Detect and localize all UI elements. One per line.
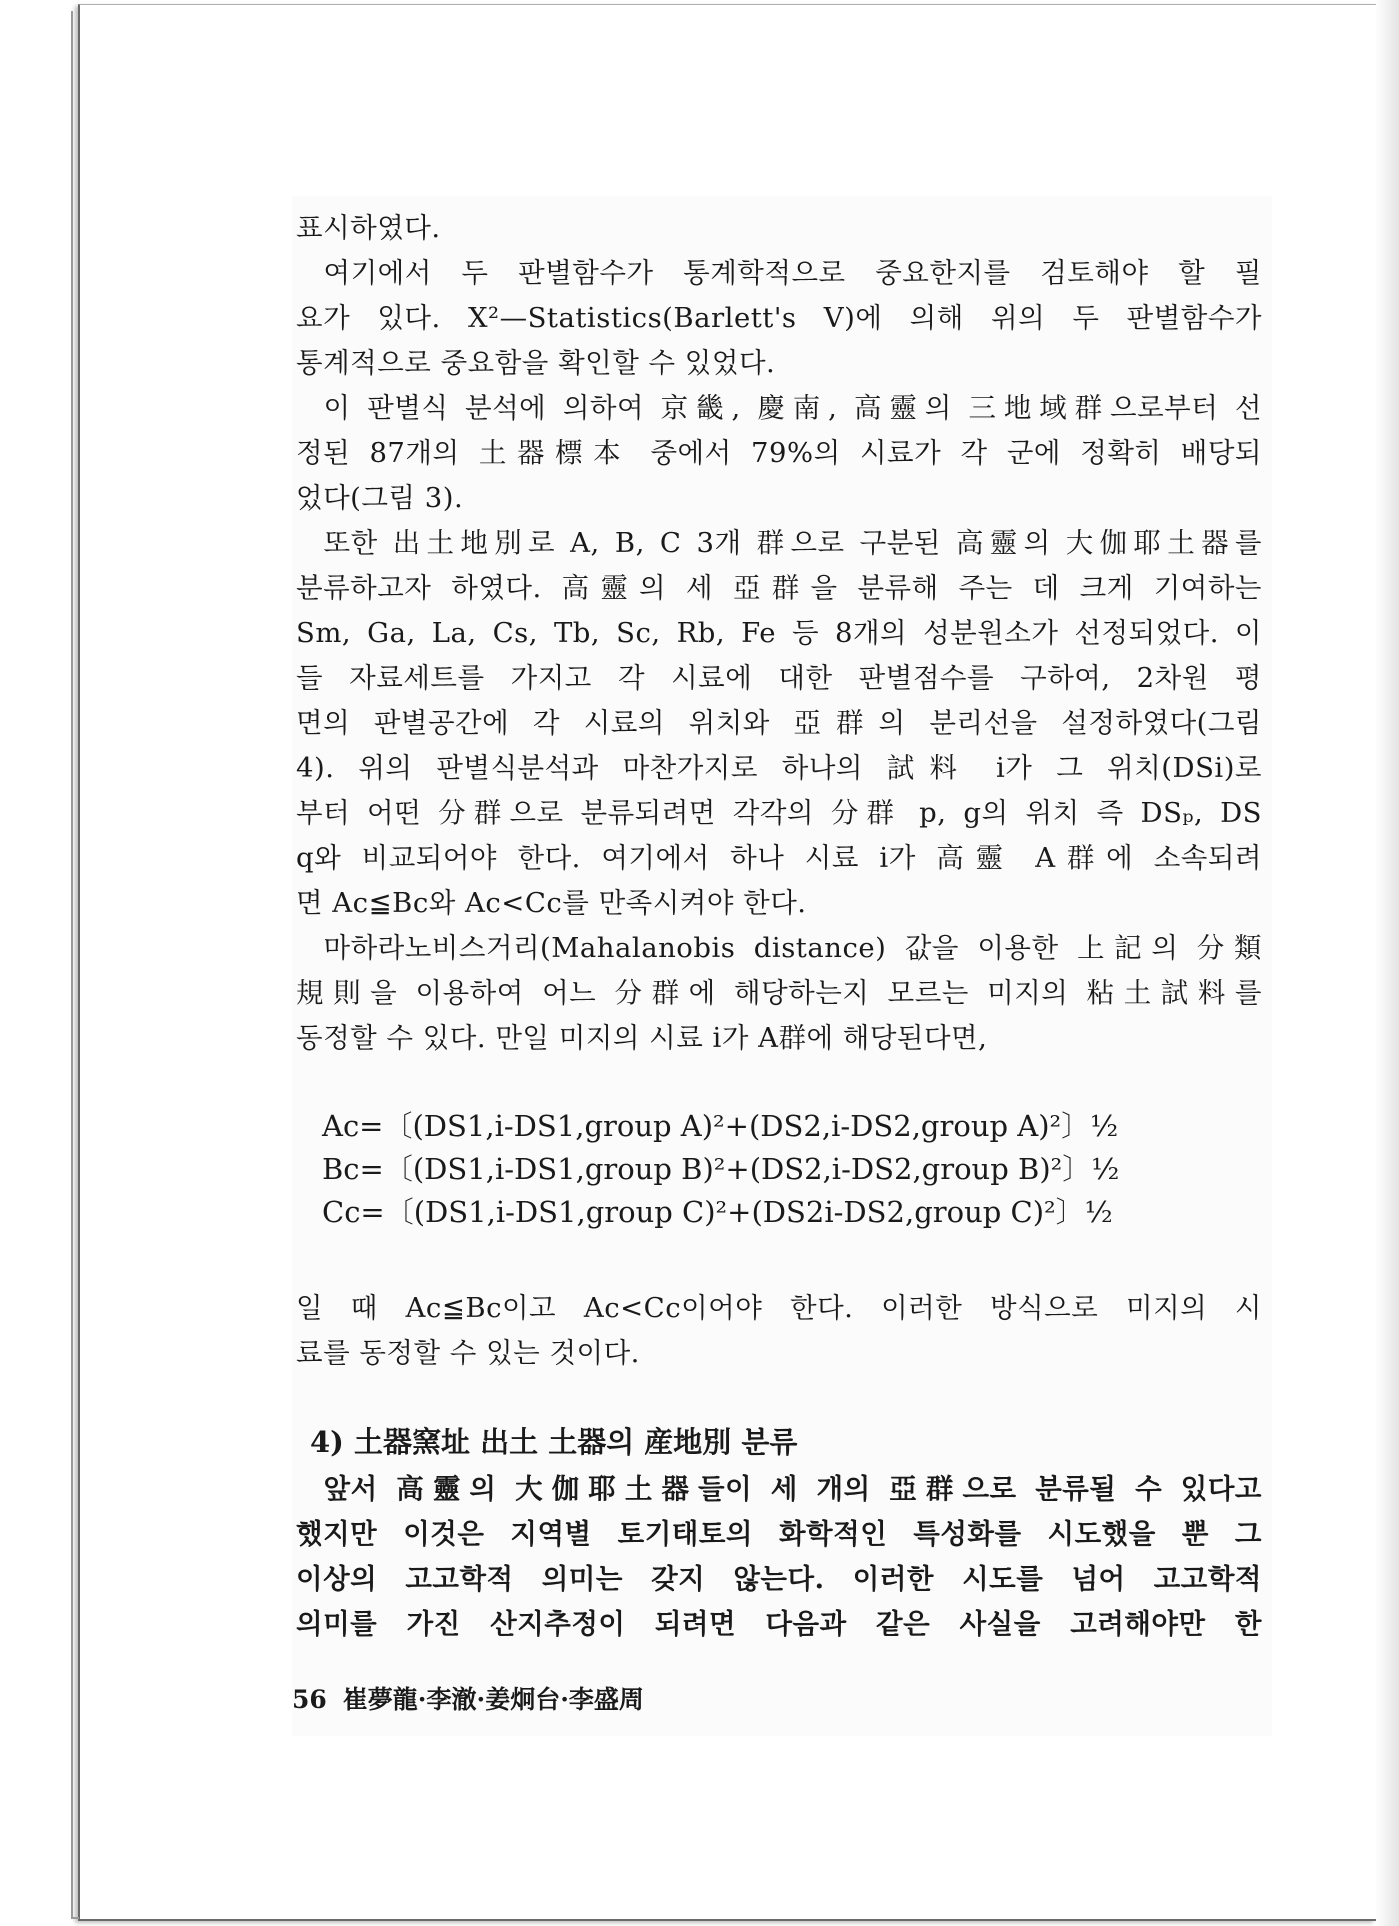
text-line: 이상의 고고학적 의미는 갖지 않는다. 이러한 시도를 넘어 고고학적 — [296, 1563, 1262, 1595]
text-line: 요가 있다. X²—Statistics(Barlett's V)에 의해 위의 두 판별함수가 — [296, 302, 1262, 334]
text-line: 면 Ac≦Bc와 Ac<Cc를 만족시켜야 한다. — [296, 887, 807, 919]
after-formula-text — [296, 1286, 1262, 1376]
text-line: Sm, Ga, La, Cs, Tb, Sc, Rb, Fe 등 8개의 성분원소가 선정되었다. 이 — [296, 617, 1262, 649]
text-line: 4). 위의 판별식분석과 마찬가지로 하나의 試料 i가 그 위치(DSi)로 — [296, 752, 1262, 784]
text-line: 통계적으로 중요함을 확인할 수 있었다. — [296, 347, 776, 379]
body-text — [296, 206, 1262, 1061]
footer-authors: 崔夢龍·李澈·姜炯台·李盛周 — [342, 1685, 644, 1714]
text-line: 정된 87개의 土器標本 중에서 79%의 시료가 각 군에 정확히 배당되 — [296, 437, 1262, 469]
formula-bc: Bc=〔(DS1,i-DS1,group B)²+(DS2,i-DS2,group B)²〕½ — [322, 1152, 1120, 1186]
text-line: 료를 동정할 수 있는 것이다. — [296, 1337, 640, 1369]
text-line: 規則을 이용하여 어느 分群에 해당하는지 모르는 미지의 粘土試料를 — [296, 977, 1262, 1009]
formula-cc: Cc=〔(DS1,i-DS1,group C)²+(DS2i-DS2,group C)²〕½ — [322, 1195, 1113, 1229]
text-line: 분류하고자 하였다. 高靈의 세 亞群을 분류해 주는 데 크게 기여하는 — [296, 572, 1262, 604]
text-line: q와 비교되어야 한다. 여기에서 하나 시료 i가 高靈 A群에 소속되려 — [296, 842, 1262, 874]
text-line: 부터 어떤 分群으로 분류되려면 각각의 分群 p, g의 위치 즉 DSₚ, DS — [296, 797, 1262, 829]
text-line: 었다(그림 3). — [296, 482, 464, 514]
formula-block — [322, 1105, 1120, 1234]
text-line: 또한 出土地別로 A, B, C 3개 群으로 구분된 高靈의 大伽耶土器를 — [323, 527, 1262, 559]
text-line: 들 자료세트를 가지고 각 시료에 대한 판별점수를 구하여, 2차원 평 — [296, 662, 1262, 694]
section-body — [296, 1467, 1262, 1647]
page-edge-shadow — [1375, 0, 1399, 1926]
formula-ac: Ac=〔(DS1,i-DS1,group A)²+(DS2,i-DS2,group A)²〕½ — [322, 1109, 1119, 1143]
text-line: 일 때 Ac≦Bc이고 Ac<Cc이어야 한다. 이러한 방식으로 미지의 시 — [296, 1292, 1262, 1324]
page-number: 56 — [292, 1685, 327, 1714]
text-line: 앞서 高靈의 大伽耶土器들이 세 개의 亞群으로 분류될 수 있다고 — [323, 1473, 1262, 1505]
text-line: 마하라노비스거리(Mahalanobis distance) 값을 이용한 上記의 分類 — [323, 932, 1262, 964]
text-line: 여기에서 두 판별함수가 통계학적으로 중요한지를 검토해야 할 필 — [323, 257, 1262, 289]
text-line: 했지만 이것은 지역별 토기태토의 화학적인 특성화를 시도했을 뿐 그 — [296, 1518, 1262, 1550]
page-footer — [292, 1680, 644, 1720]
section-heading: 4) 土器窯址 出土 土器의 産地別 분류 — [310, 1425, 798, 1459]
text-line: 이 판별식 분석에 의하여 京畿, 慶南, 高靈의 三地域群으로부터 선 — [323, 392, 1262, 424]
text-line: 의미를 가진 산지추정이 되려면 다음과 같은 사실을 고려해야만 한 — [296, 1608, 1262, 1640]
text-line: 면의 판별공간에 각 시료의 위치와 亞群의 분리선을 설정하였다(그림 — [296, 707, 1262, 739]
text-line: 동정할 수 있다. 만일 미지의 시료 i가 A群에 해당된다면, — [296, 1022, 988, 1054]
text-line: 표시하였다. — [296, 212, 441, 244]
